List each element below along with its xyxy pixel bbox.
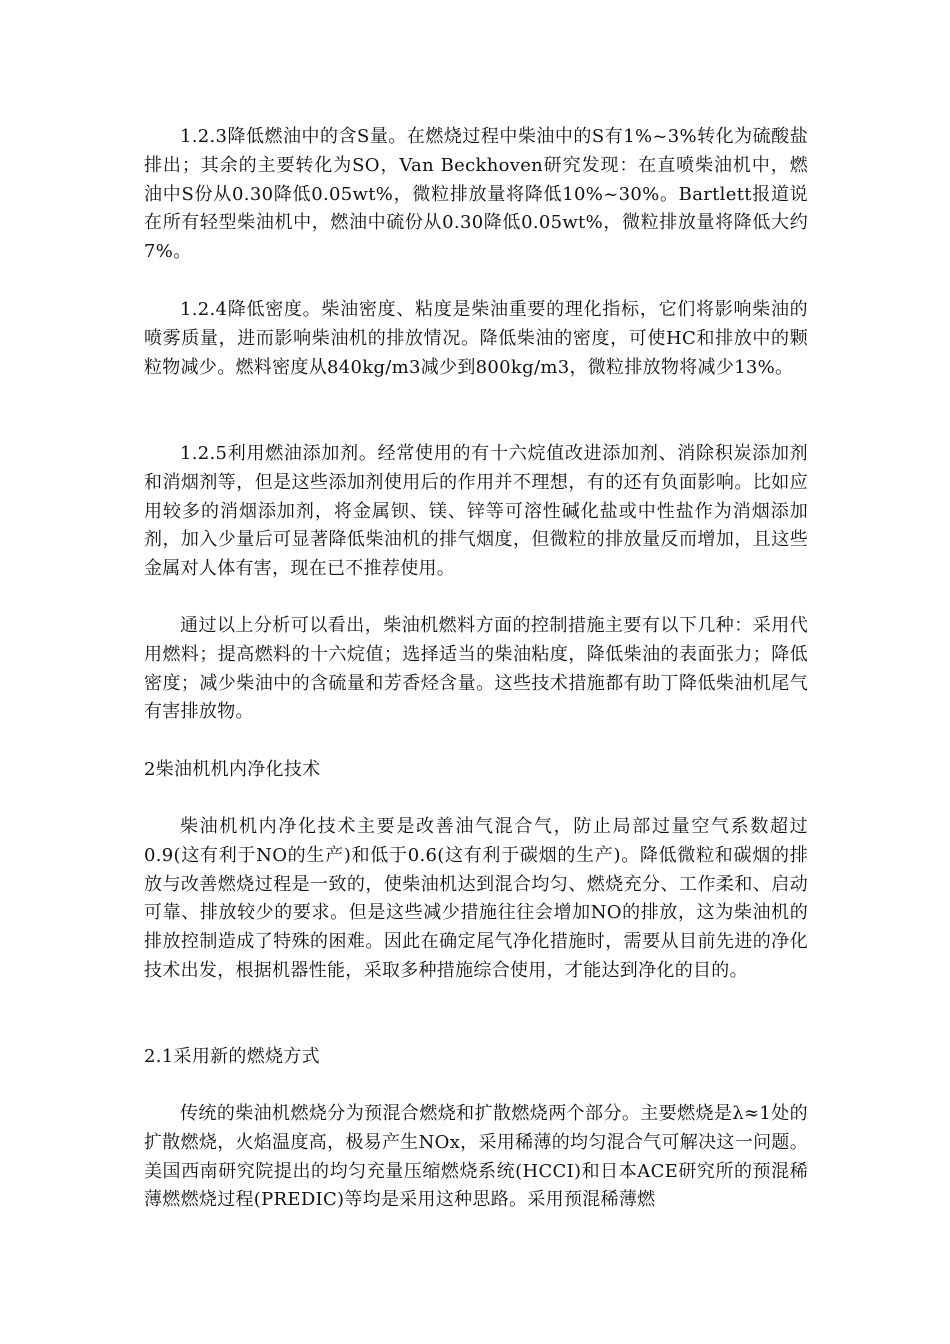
section-2-1-heading-block	[144, 1043, 808, 1072]
section-2-1-body-block	[144, 1100, 808, 1215]
paragraph-summary: 通过以上分析可以看出，柴油机燃料方面的控制措施主要有以下几种：采用代用燃料；提高燃料的十六烷值；选择适当的柴油粘度，降低柴油的表面张力；降低密度；减少柴油中的含硫量和芳香烃含量。这些技术措施都有助丁降低柴油机尾气有害排放物。	[144, 615, 808, 723]
summary-block	[144, 612, 808, 727]
section-1-2-3-block	[144, 123, 808, 267]
section-1-2-5-block	[144, 440, 808, 584]
paragraph-1-2-4: 1.2.4降低密度。柴油密度、粘度是柴油重要的理化指标，它们将影响柴油的喷雾质量，进而影响柴油机的排放情况。降低柴油的密度，可使HC和排放中的颗粒物减少。燃料密度从840kg/m3减少到800kg/m3，微粒排放物将减少13%。	[144, 299, 808, 378]
section-2-body-block	[144, 813, 808, 986]
paragraph-section-2-1: 传统的柴油机燃烧分为预混合燃烧和扩散燃烧两个部分。主要燃烧是λ≈1处的扩散燃烧，火焰温度高，极易产生NOx，采用稀薄的均匀混合气可解决这一问题。美国西南研究院提出的均匀充量压缩燃烧系统(HCCI)和日本ACE研究所的预混稀薄燃燃烧过程(PREDIC)等均是采用这种思路。采用预混稀薄燃	[144, 1103, 808, 1211]
heading-section-2: 2柴油机机内净化技术	[144, 759, 321, 780]
section-1-2-4-block	[144, 296, 808, 382]
section-2-heading-block	[144, 756, 808, 785]
paragraph-section-2: 柴油机机内净化技术主要是改善油气混合气，防止局部过量空气系数超过0.9(这有利于NO的生产)和低于0.6(这有利于碳烟的生产)。降低微粒和碳烟的排放与改善燃烧过程是一致的，使柴油机达到混合均匀、燃烧充分、工作柔和、启动可靠、排放较少的要求。但是这些减少措施往往会增加NO的排放，这为柴油机的排放控制造成了特殊的困难。因此在确定尾气净化措施时，需要从目前先进的净化技术出发，根据机器性能，采取多种措施综合使用，才能达到净化的目的。	[144, 816, 808, 981]
paragraph-1-2-5: 1.2.5利用燃油添加剂。经常使用的有十六烷值改进添加剂、消除积炭添加剂和消烟剂等，但是这些添加剂使用后的作用并不理想，有的还有负面影响。比如应用较多的消烟添加剂，将金属钡、镁、锌等可溶性碱化盐或中性盐作为消烟添加剂，加入少量后可显著降低柴油机的排气烟度，但微粒的排放量反而增加，且这些金属对人体有害，现在已不推荐使用。	[144, 443, 808, 580]
paragraph-1-2-3: 1.2.3降低燃油中的含S量。在燃烧过程中柴油中的S有1%~3%转化为硫酸盐排出；其余的主要转化为SO，Van Beckhoven研究发现：在直喷柴油机中，燃油中S份从0.30降低0.05wt%，微粒排放量将降低10%~30%。Bartlett报道说在所有轻型柴油机中，燃油中硫份从0.30降低0.05wt%，微粒排放量将降低大约7%。	[144, 126, 808, 263]
heading-section-2-1: 2.1采用新的燃烧方式	[144, 1046, 320, 1067]
